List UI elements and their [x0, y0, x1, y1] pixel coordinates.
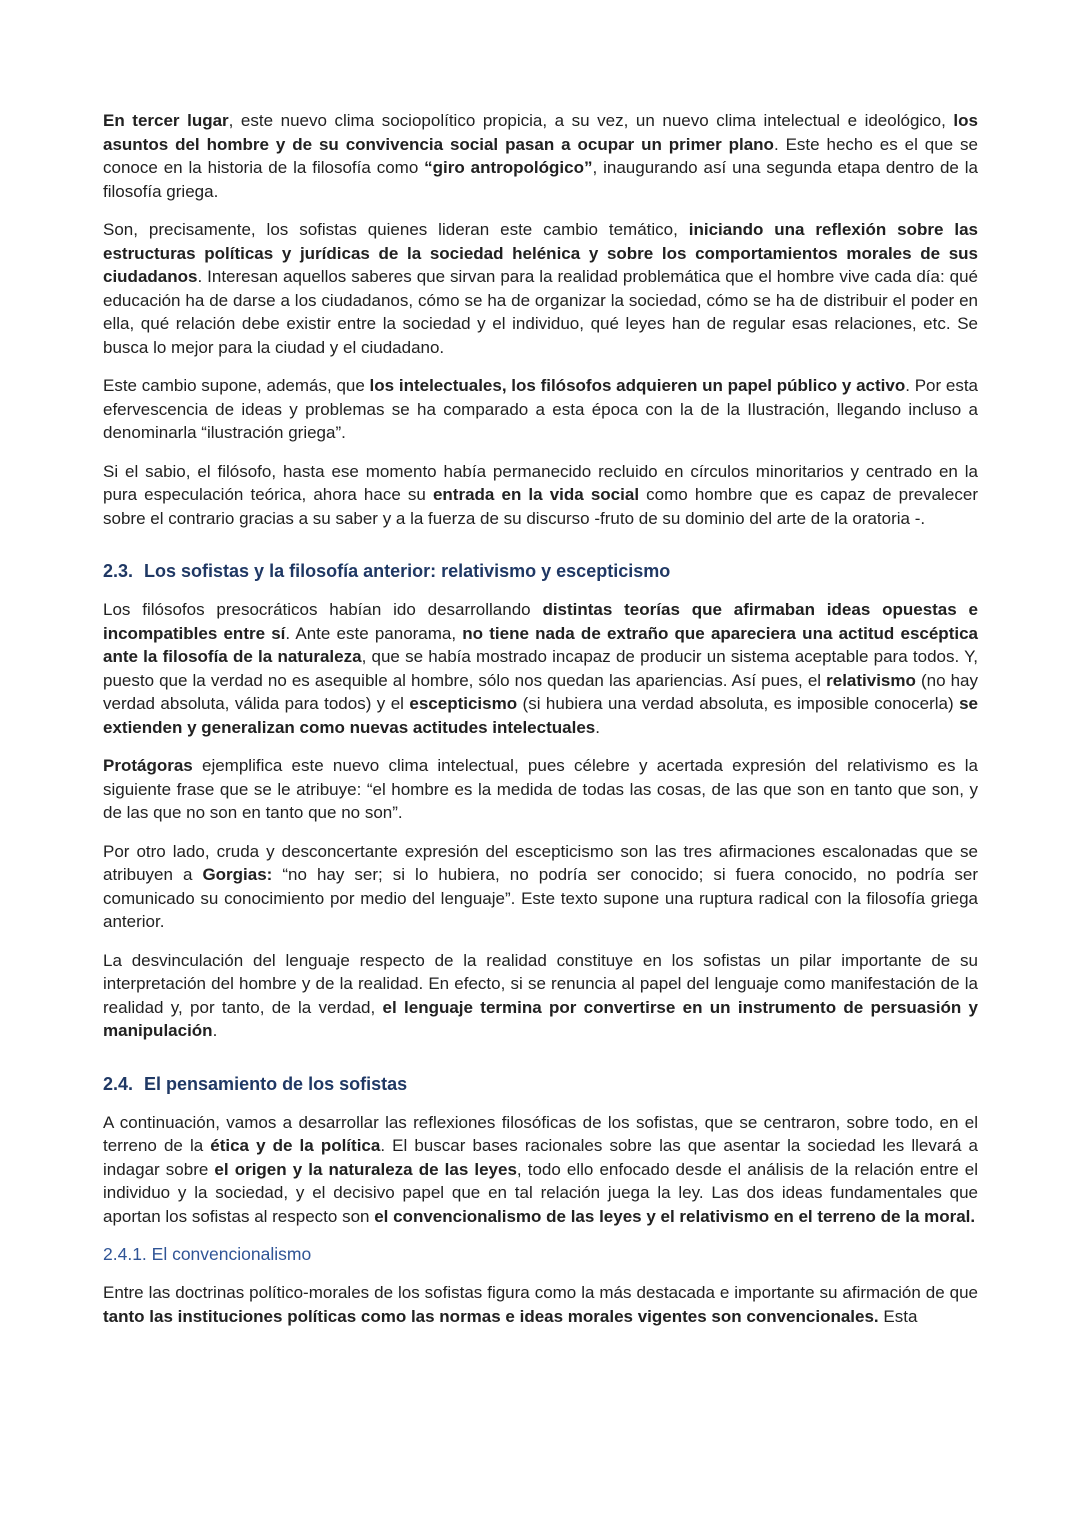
bold-text-run: iniciando una reflexión sobre las estructuras políticas y jurídicas de la sociedad helénica y sobre los comportamientos morales de sus ciudadanos [103, 220, 978, 286]
bold-text-run: no tiene nada de extraño que apareciera una actitud escéptica ante la filosofía de la naturaleza [103, 623, 978, 666]
paragraph [103, 949, 978, 1043]
section-number: 2.3. [103, 561, 134, 581]
text-run: Entre las doctrinas político-morales de los sofistas figura como la más destacada e importante su afirmación de que [103, 1283, 978, 1302]
paragraph [103, 1281, 978, 1328]
paragraph [103, 109, 978, 203]
text-run: Los filósofos presocráticos habían ido desarrollando [103, 600, 543, 619]
text-run: Si el sabio, el filósofo, hasta ese momento había permanecido recluido en círculos minoritarios y centrado en la pura especulación teórica, ahora hace su [103, 461, 978, 504]
text-run: . [212, 1021, 218, 1040]
bold-text-run: En tercer lugar [103, 111, 229, 130]
text-run: (no hay verdad absoluta, válida para todos) y el [103, 670, 978, 713]
text-run: como hombre que es capaz de prevalecer sobre el contrario gracias a su saber y a la fuerza de su discurso -fruto de su dominio del arte de la oratoria -. [103, 485, 978, 528]
text-run: Por otro lado, cruda y desconcertante expresión del escepticismo son las tres afirmaciones escalonadas que se atribuyen a [103, 841, 978, 884]
bold-text-run: el convencionalismo de las leyes y el relativismo en el terreno de la moral. [374, 1206, 976, 1226]
bold-text-run: el origen y la naturaleza de las leyes [214, 1159, 517, 1179]
bold-text-run: relativismo [826, 670, 916, 690]
text-run: Esta [878, 1306, 918, 1326]
section-number: 2.4. [103, 1073, 134, 1094]
text-run: , que se había mostrado incapaz de producir un sistema aceptable para todos. Y, puesto que la verdad no es asequible al hombre, sólo nos quedan las apariencias. Así pues, el [103, 647, 979, 690]
text-run: A continuación, vamos a desarrollar las reflexiones filosóficas de los sofistas, que se centraron, sobre todo, en el terreno de la [103, 1112, 978, 1155]
bold-text-run: Gorgias: [202, 865, 273, 884]
text-run: . Por esta efervescencia de ideas y problemas se ha comparado a esta época con la de la Ilustración, llegando incluso a denominarla “ilustración griega”. [103, 376, 979, 442]
bold-text-run: se extienden y generalizan como nuevas actitudes intelectuales [103, 694, 978, 737]
bold-text-run: los asuntos del hombre y de su convivencia social pasan a ocupar un primer plano [103, 111, 978, 154]
text-run: . Interesan aquellos saberes que sirvan para la realidad problemática que el hombre vive cada día: qué educación ha de darse a los ciudadanos, cómo se ha de organizar la sociedad, cómo se ha de distribuir el poder en ella, qué relación debe existir entre la sociedad y el individuo, qué leyes han de regular esas relaciones, etc. Se busca lo mejor para la ciudad y el ciudadano. [103, 267, 978, 357]
paragraph [103, 754, 978, 825]
paragraph [103, 840, 978, 934]
text-run: . El buscar bases racionales sobre las que asentar la sociedad les llevará a indagar sobre [103, 1136, 978, 1179]
text-run: Son, precisamente, los sofistas quienes lideran este cambio temático, [103, 220, 689, 239]
text-run: . [595, 717, 600, 737]
bold-text-run: entrada en la vida social [432, 485, 640, 504]
paragraph [103, 1111, 978, 1229]
section-title: Los sofistas y la filosofía anterior: relativismo y escepticismo [144, 561, 671, 581]
bold-text-run: el lenguaje termina por convertirse en un instrumento de persuasión y manipulación [103, 997, 978, 1040]
bold-text-run: escepticismo [409, 694, 518, 713]
text-run: . Ante este panorama, [285, 623, 463, 643]
bold-text-run: ética y de la política [210, 1136, 381, 1155]
text-run: (si hubiera una verdad absoluta, es imposible conocerla) [517, 694, 960, 713]
paragraph [103, 598, 978, 739]
section-heading [103, 559, 978, 583]
text-run: ejemplifica este nuevo clima intelectual, pues célebre y acertada expresión del relativismo es la siguiente frase que se le atribuye: “el hombre es la medida de todas las cosas, de las que son en tanto que son, y de las que no son en tanto que no son”. [103, 756, 978, 822]
bold-text-run: distintas teorías que afirmaban ideas opuestas e incompatibles entre sí [103, 600, 978, 643]
text-run: , este nuevo clima sociopolítico propicia, a su vez, un nuevo clima intelectual e ideológico, [228, 111, 954, 130]
section-title: El pensamiento de los sofistas [144, 1073, 408, 1094]
bold-text-run: los intelectuales, los filósofos adquieren un papel público y activo [369, 376, 906, 395]
text-run: Este cambio supone, además, que [103, 376, 370, 395]
bold-text-run: Protágoras [103, 756, 193, 775]
subsection-heading: 2.4.1. El convencionalismo [103, 1244, 312, 1264]
text-run: “no hay ser; si lo hubiera, no podría ser conocido; si fuera conocido, no podría ser comunicado su conocimiento por medio del lenguaje”. Este texto supone una ruptura radical con la filosofía griega anterior. [103, 865, 978, 931]
bold-text-run: “giro antropológico” [424, 158, 593, 177]
section-heading [103, 1072, 978, 1096]
paragraph [103, 218, 978, 359]
paragraph [103, 460, 978, 531]
document-content [103, 109, 978, 1328]
text-run: La desvinculación del lenguaje respecto de la realidad constituye en los sofistas un pilar importante de su interpretación del hombre y de la realidad. En efecto, si se renuncia al papel del lenguaje como manifestación de la realidad y, por tanto, de la verdad, [103, 950, 978, 1017]
text-run: , todo ello enfocado desde el análisis de la relación entre el individuo y la sociedad, y el decisivo papel que en tal relación juega la ley. Las dos ideas fundamentales que aportan los sofistas al respecto son [103, 1159, 979, 1226]
paragraph [103, 374, 978, 445]
bold-text-run: tanto las instituciones políticas como las normas e ideas morales vigentes son convencionales. [103, 1306, 879, 1326]
text-run: . Este hecho es el que se conoce en la historia de la filosofía como [103, 134, 979, 177]
text-run: , inaugurando así una segunda etapa dentro de la filosofía griega. [103, 158, 979, 201]
